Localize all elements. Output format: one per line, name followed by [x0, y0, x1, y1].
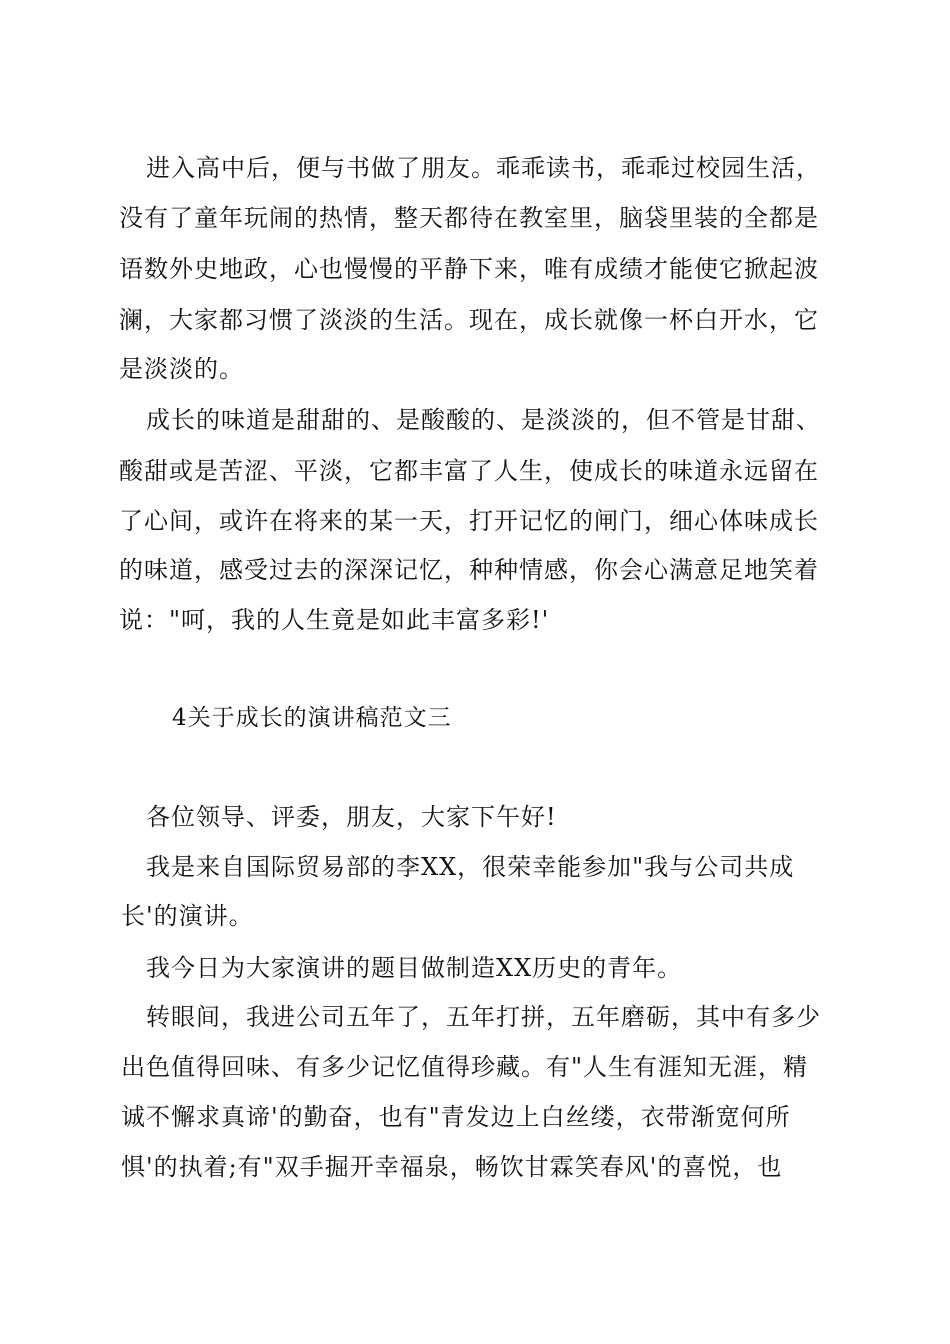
- paragraph-1-line-5: 是淡淡的。: [119, 355, 244, 383]
- paragraph-1-line-3: 语数外史地政，心也慢慢的平静下来，唯有成绩才能使它掀起波: [119, 255, 819, 283]
- intro-line-1: 我是来自国际贸易部的李XX，很荣幸能参加"我与公司共成: [146, 853, 795, 881]
- paragraph-3-line-4: 惧'的执着;有"双手掘开幸福泉，畅饮甘霖笑春风'的喜悦，也: [121, 1153, 783, 1181]
- paragraph-2-line-3: 了心间，或许在将来的某一天，打开记忆的闸门，细心体味成长: [119, 507, 819, 535]
- paragraph-2-line-5: 说："呵，我的人生竟是如此丰富多彩!': [119, 606, 550, 634]
- paragraph-2-line-1: 成长的味道是甜甜的、是酸酸的、是淡淡的，但不管是甘甜、: [146, 406, 821, 434]
- section-heading: 4关于成长的演讲稿范文三: [172, 705, 452, 731]
- paragraph-2-line-4: 的味道，感受过去的深深记忆，种种情感，你会心满意足地笑着: [119, 556, 819, 584]
- paragraph-3-line-1: 转眼间，我进公司五年了，五年打拼，五年磨砺，其中有多少: [146, 1003, 821, 1031]
- paragraph-3-line-3: 诚不懈求真谛'的勤奋，也有"青发边上白丝缕，衣带渐宽何所: [121, 1103, 791, 1131]
- paragraph-1-line-2: 没有了童年玩闹的热情，整天都待在教室里，脑袋里装的全都是: [119, 204, 819, 232]
- intro-line-2: 长'的演讲。: [121, 902, 254, 930]
- paragraph-1-line-4: 澜，大家都习惯了淡淡的生活。现在，成长就像一杯白开水，它: [119, 306, 819, 334]
- paragraph-3-line-2: 出色值得回味、有多少记忆值得珍藏。有"人生有涯知无涯，精: [121, 1053, 809, 1081]
- greeting: 各位领导、评委，朋友，大家下午好!: [146, 803, 557, 831]
- paragraph-1-line-1: 进入高中后，便与书做了朋友。乖乖读书，乖乖过校园生活，: [146, 154, 821, 182]
- topic: 我今日为大家演讲的题目做制造XX历史的青年。: [146, 954, 683, 982]
- paragraph-2-line-2: 酸甜或是苦涩、平淡，它都丰富了人生，使成长的味道永远留在: [119, 457, 819, 485]
